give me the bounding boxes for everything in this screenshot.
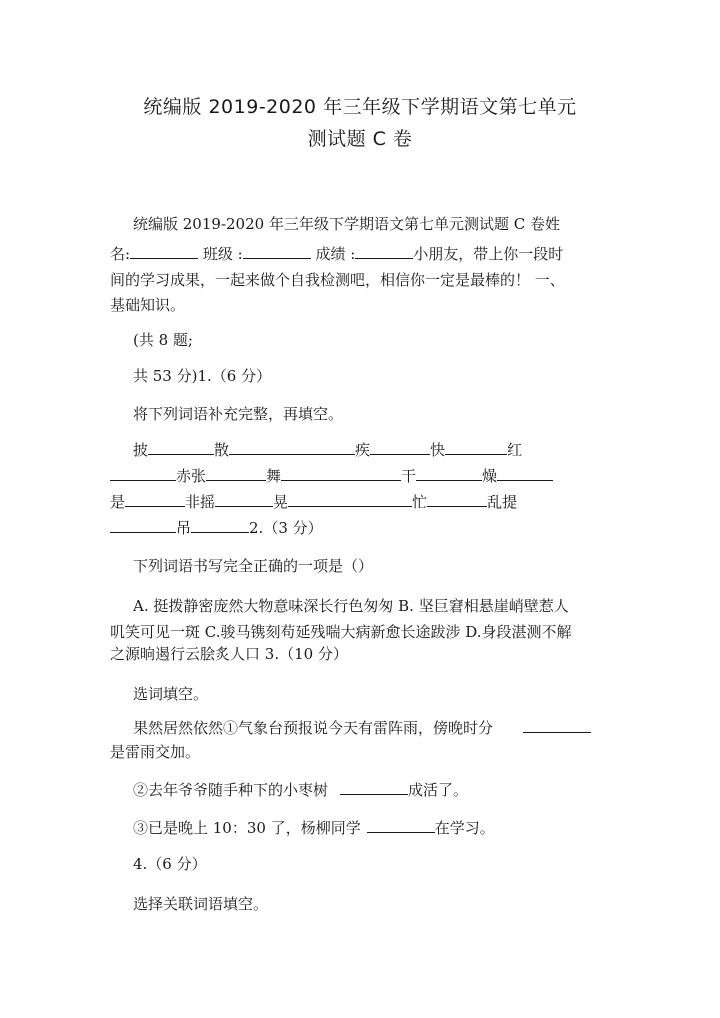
q3-item-3-end: 在学习。 bbox=[434, 819, 495, 837]
answer-blank bbox=[125, 492, 185, 507]
doc-title-line-1: 统编版 2019-2020 年三年级下学期语文第七单元 bbox=[143, 96, 577, 118]
q1-word: 赤张 bbox=[176, 467, 207, 485]
answer-blank bbox=[110, 518, 176, 533]
q3-item-1 bbox=[133, 718, 633, 738]
answer-blank bbox=[148, 440, 214, 455]
answer-blank bbox=[206, 466, 266, 481]
answer-blank bbox=[497, 466, 553, 481]
section-count-line: (共 8 题; bbox=[133, 331, 193, 349]
name-label: 名: bbox=[110, 245, 131, 263]
q3-item-3-text: ③已是晚上 10：30 了，杨柳同学 bbox=[133, 819, 361, 837]
q3-item-2-text: ②去年爷爷随手种下的小枣树 bbox=[133, 781, 329, 799]
q3-item-1-cont: 是雷雨交加。 bbox=[110, 743, 201, 761]
answer-blank bbox=[523, 718, 591, 733]
question-2-header: 2.（3 分） bbox=[249, 519, 323, 537]
answer-blank bbox=[191, 518, 249, 533]
intro-line-2 bbox=[110, 244, 610, 264]
q3-item-2-end: 成活了。 bbox=[408, 781, 469, 799]
answer-blank bbox=[281, 466, 401, 481]
q1-word: 散 bbox=[214, 441, 230, 459]
doc-title-line-2: 测试题 C 卷 bbox=[307, 128, 413, 150]
q1-word: 是 bbox=[110, 493, 126, 511]
q1-row-4 bbox=[110, 518, 610, 538]
q1-word: 忙 bbox=[412, 493, 428, 511]
q3-item-3 bbox=[133, 818, 633, 838]
q1-word: 吊 bbox=[176, 519, 192, 537]
intro-line-1: 统编版 2019-2020 年三年级下学期语文第七单元测试题 C 卷姓 bbox=[133, 215, 560, 233]
q3-item-1-text: 果然居然依然①气象台预报说今天有雷阵雨，傍晚时分 bbox=[133, 719, 494, 737]
q1-row-3 bbox=[110, 492, 610, 512]
class-blank bbox=[243, 244, 311, 259]
answer-blank bbox=[229, 440, 355, 455]
q1-word: 干 bbox=[401, 467, 417, 485]
q1-word: 疾 bbox=[355, 441, 371, 459]
intro-line-4: 基础知识。 bbox=[110, 296, 186, 314]
intro-text: 小朋友，带上你一段时 bbox=[413, 245, 564, 263]
answer-blank bbox=[367, 818, 435, 833]
question-2-prompt: 下列词语书写完全正确的一项是（） bbox=[133, 557, 374, 575]
question-4-prompt: 选择关联词语填空。 bbox=[133, 895, 269, 913]
question-3-prompt: 选词填空。 bbox=[133, 685, 209, 703]
answer-blank bbox=[370, 440, 430, 455]
q1-word: 快 bbox=[430, 441, 446, 459]
q1-word: 披 bbox=[133, 441, 149, 459]
q1-word: 红 bbox=[507, 441, 523, 459]
q1-word: 晃 bbox=[273, 493, 289, 511]
q1-word: 非摇 bbox=[185, 493, 216, 511]
answer-blank bbox=[110, 466, 176, 481]
question-1-header: 共 53 分)1.（6 分） bbox=[133, 367, 272, 385]
answer-blank bbox=[445, 440, 507, 455]
answer-blank bbox=[340, 780, 408, 795]
q2-options-line-3: 之源晌遏行云脍炙人口 3.（10 分） bbox=[110, 645, 348, 663]
question-4-header: 4.（6 分） bbox=[133, 855, 207, 873]
q1-row-1 bbox=[133, 440, 633, 460]
q1-row-2 bbox=[110, 466, 610, 486]
answer-blank bbox=[427, 492, 487, 507]
q1-word: 乱提 bbox=[487, 493, 518, 511]
q2-options-line-2: 叽笑可见一斑 C.骏马镌刻苟延残喘大病新愈长途跋涉 D.身段湛测不解 bbox=[110, 623, 572, 641]
answer-blank bbox=[215, 492, 273, 507]
answer-blank bbox=[288, 492, 412, 507]
q1-word: 燥 bbox=[482, 467, 498, 485]
score-blank bbox=[355, 244, 413, 259]
name-blank bbox=[130, 244, 198, 259]
score-label: 成绩 : bbox=[315, 245, 356, 263]
q3-item-2 bbox=[133, 780, 633, 800]
class-label: 班级 : bbox=[202, 245, 243, 263]
answer-blank bbox=[416, 466, 482, 481]
intro-line-3: 间的学习成果，一起来做个自我检测吧，相信你一定是最棒的！ 一、 bbox=[110, 271, 565, 289]
question-1-prompt: 将下列词语补充完整，再填空。 bbox=[133, 405, 344, 423]
q1-word: 舞 bbox=[266, 467, 282, 485]
q2-options-line-1: A. 挺拨静密庞然大物意味深长行色匆匆 B. 坚巨窘相悬崖峭壁惹人 bbox=[133, 597, 569, 615]
